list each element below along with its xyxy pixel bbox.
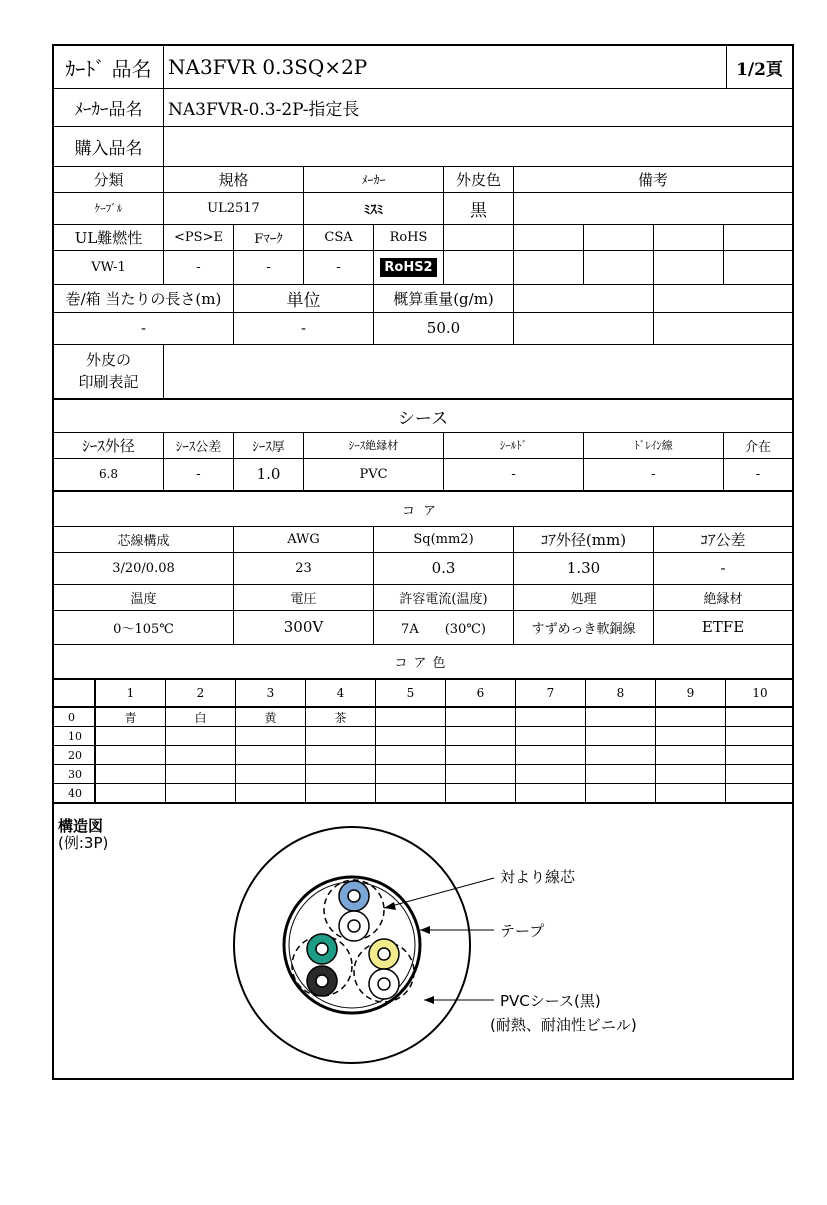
sheath-insulation-value: PVC xyxy=(304,458,444,490)
label-twisted-pair: 対より線芯 xyxy=(500,868,576,886)
print-label-line1: 外皮の xyxy=(85,351,131,369)
core-header-temp: 温度 xyxy=(54,584,234,610)
core-header-tolerance: ｺｱ公差 xyxy=(700,530,746,549)
color-column-header: 1 xyxy=(96,680,166,708)
core-voltage-value: 300V xyxy=(234,610,374,644)
color-cell xyxy=(166,746,236,765)
color-cell xyxy=(516,765,586,784)
label-tape: テープ xyxy=(500,922,545,940)
color-cell xyxy=(446,727,516,746)
core-blue xyxy=(339,881,369,911)
cert-value-blank-2 xyxy=(514,250,584,284)
color-cell xyxy=(166,765,236,784)
spec-remarks-value xyxy=(514,192,792,224)
core-header-od: ｺｱ外径(mm) xyxy=(514,526,654,552)
core-current-value: 7A (30℃) xyxy=(374,610,514,644)
color-cell xyxy=(236,746,306,765)
spec-header-jacket-color: 外皮色 xyxy=(444,166,514,192)
color-cell xyxy=(586,708,656,727)
cert-ul-flame-value: VW-1 xyxy=(54,250,164,284)
color-cell xyxy=(586,765,656,784)
core-header-current: 許容電流(温度) xyxy=(374,584,514,610)
cert-f-mark-value: - xyxy=(234,250,304,284)
sheath-drain-value: - xyxy=(584,458,724,490)
color-cell xyxy=(236,784,306,803)
sheath-header-thickness: ｼｰｽ厚 xyxy=(234,432,304,458)
color-cell xyxy=(586,784,656,803)
length-weight-value: 50.0 xyxy=(374,312,514,344)
core-color-grid xyxy=(54,680,792,802)
core-white-top xyxy=(339,911,369,941)
sheath-thickness-value: 1.0 xyxy=(234,458,304,490)
sheath-header-od: ｼｰｽ外径 xyxy=(54,432,164,458)
color-cell xyxy=(376,784,446,803)
color-cell xyxy=(376,727,446,746)
spec-header-row xyxy=(54,166,792,192)
label-sheath-line1: PVCシース(黒) xyxy=(500,992,601,1010)
color-row-index: 0 xyxy=(54,708,96,727)
color-cell xyxy=(446,784,516,803)
cert-csa-value: - xyxy=(304,250,374,284)
color-cell xyxy=(376,708,446,727)
sheath-od-value: 6.8 xyxy=(54,458,164,490)
spec-header-standard: 規格 xyxy=(164,166,304,192)
color-cell xyxy=(96,784,166,803)
color-column-header: 10 xyxy=(726,680,794,708)
cert-value-blank-5 xyxy=(724,250,792,284)
core-title: コア xyxy=(401,503,444,519)
color-cell xyxy=(586,727,656,746)
purchase-name-label: 購入品名 xyxy=(54,126,164,166)
color-cell xyxy=(516,727,586,746)
color-cell xyxy=(306,746,376,765)
page-number: 1/2頁 xyxy=(736,59,783,80)
sheath-filler-value: - xyxy=(755,466,761,482)
cert-header-blank-1 xyxy=(444,224,514,250)
core-yellow xyxy=(369,939,399,969)
color-cell xyxy=(726,708,794,727)
color-cell xyxy=(376,765,446,784)
length-unit-value: - xyxy=(234,312,374,344)
core-temp-value: 0～105℃ xyxy=(54,610,234,644)
color-grid-corner xyxy=(54,680,96,708)
color-cell xyxy=(96,727,166,746)
color-cell: 茶 xyxy=(306,708,376,727)
core-title-row xyxy=(54,492,792,526)
length-header-blank-2 xyxy=(654,284,792,312)
cert-header-csa: CSA xyxy=(304,224,374,250)
core-header-voltage: 電圧 xyxy=(234,584,374,610)
color-row-index: 30 xyxy=(54,765,96,784)
sheath-title-row xyxy=(54,400,792,432)
color-cell xyxy=(446,746,516,765)
core-header-awg: AWG xyxy=(234,526,374,552)
color-cell xyxy=(516,784,586,803)
card-name-row xyxy=(54,46,792,88)
color-column-header: 9 xyxy=(656,680,726,708)
core-green xyxy=(307,934,337,964)
cert-header-rohs: RoHS xyxy=(374,224,444,250)
color-row-index: 40 xyxy=(54,784,96,803)
length-value-blank-1 xyxy=(514,312,654,344)
color-column-header: 2 xyxy=(166,680,236,708)
purchase-name-value xyxy=(164,126,792,166)
maker-name-label: ﾒｰｶｰ品名 xyxy=(54,88,164,126)
core-header2-row xyxy=(54,584,792,610)
core-black xyxy=(307,966,337,996)
spec-header-remarks: 備考 xyxy=(637,170,668,189)
color-cell: 黄 xyxy=(236,708,306,727)
length-header-blank-1 xyxy=(514,284,654,312)
color-cell xyxy=(656,746,726,765)
length-header-unit: 単位 xyxy=(234,284,374,312)
spec-value-row xyxy=(54,192,792,224)
print-label xyxy=(54,344,164,398)
print-row xyxy=(54,344,792,398)
cert-value-blank-1 xyxy=(444,250,514,284)
core-color-title-row xyxy=(54,644,792,678)
color-cell xyxy=(726,784,794,803)
spec-maker-value: ﾐｽﾐ xyxy=(304,192,444,224)
spec-header-maker: ﾒｰｶｰ xyxy=(304,166,444,192)
sheath-tolerance-value: - xyxy=(164,458,234,490)
cert-header-blank-2 xyxy=(514,224,584,250)
core-awg-value: 23 xyxy=(234,552,374,584)
color-cell xyxy=(96,765,166,784)
sheath-header-shield: ｼｰﾙﾄﾞ xyxy=(444,432,584,458)
cert-rohs-value-cell xyxy=(374,250,444,284)
sheath-value-row xyxy=(54,458,792,490)
color-column-header: 6 xyxy=(446,680,516,708)
color-cell: 青 xyxy=(96,708,166,727)
color-row-index: 10 xyxy=(54,727,96,746)
cert-value-blank-3 xyxy=(584,250,654,284)
color-cell xyxy=(236,765,306,784)
color-column-header: 8 xyxy=(586,680,656,708)
core-header-insulation: 絶縁材 xyxy=(703,591,743,607)
label-sheath-line2: (耐熱、耐油性ビニル) xyxy=(490,1016,637,1034)
core-header1-row xyxy=(54,526,792,552)
color-cell xyxy=(236,727,306,746)
cert-header-f-mark: Fﾏｰｸ xyxy=(234,224,304,250)
cert-header-ul-flame: UL難燃性 xyxy=(54,224,164,250)
cert-header-blank-4 xyxy=(654,224,724,250)
print-value xyxy=(164,344,792,398)
core-color-title: コア色 xyxy=(394,655,452,671)
sheath-header-insulation: ｼｰｽ絶縁材 xyxy=(304,432,444,458)
color-cell xyxy=(166,784,236,803)
core-header-treatment: 処理 xyxy=(514,584,654,610)
length-value-row xyxy=(54,312,792,344)
color-cell xyxy=(726,746,794,765)
color-cell xyxy=(516,746,586,765)
spec-category-value: ｹｰﾌﾞﾙ xyxy=(54,192,164,224)
core-strand-value: 3/20/0.08 xyxy=(54,552,234,584)
color-cell xyxy=(516,708,586,727)
sheath-header-drain: ﾄﾞﾚｲﾝ線 xyxy=(584,432,724,458)
color-cell xyxy=(306,765,376,784)
purchase-name-row xyxy=(54,126,792,166)
color-cell xyxy=(96,746,166,765)
length-per-reel-value: - xyxy=(54,312,234,344)
color-cell xyxy=(726,727,794,746)
color-column-header: 4 xyxy=(306,680,376,708)
cert-value-row xyxy=(54,250,792,284)
color-cell xyxy=(586,746,656,765)
core-header-sq: Sq(mm2) xyxy=(374,526,514,552)
color-row-index: 20 xyxy=(54,746,96,765)
color-cell xyxy=(306,727,376,746)
sheath-shield-value: - xyxy=(444,458,584,490)
diagram-subtitle: (例:3P) xyxy=(58,834,109,852)
core-sq-value: 0.3 xyxy=(374,552,514,584)
color-column-header: 7 xyxy=(516,680,586,708)
cert-header-blank-3 xyxy=(584,224,654,250)
cable-cross-section-diagram xyxy=(54,804,792,1074)
spec-sheet xyxy=(52,44,794,1080)
core-od-value: 1.30 xyxy=(514,552,654,584)
spec-header-category: 分類 xyxy=(54,166,164,192)
core-tolerance-value: - xyxy=(720,559,726,577)
color-cell xyxy=(166,727,236,746)
color-column-header: 3 xyxy=(236,680,306,708)
cert-header-row xyxy=(54,224,792,250)
length-header-row xyxy=(54,284,792,312)
spec-jacket-color-value: 黒 xyxy=(444,192,514,224)
sheath-header-tolerance: ｼｰｽ公差 xyxy=(164,432,234,458)
core-header-strand: 芯線構成 xyxy=(54,526,234,552)
rohs2-badge: RoHS2 xyxy=(380,258,436,277)
color-cell xyxy=(446,708,516,727)
core-treatment-value: すずめっき軟銅線 xyxy=(514,610,654,644)
cert-header-pse: <PS>E xyxy=(164,224,234,250)
length-header-weight: 概算重量(g/m) xyxy=(374,284,514,312)
color-cell xyxy=(306,784,376,803)
card-name-label: ｶｰﾄﾞ 品名 xyxy=(54,46,164,88)
color-cell xyxy=(656,708,726,727)
core-value2-row xyxy=(54,610,792,644)
sheath-header-filler: 介在 xyxy=(744,439,771,455)
color-cell: 白 xyxy=(166,708,236,727)
card-name-value: NA3FVR 0.3SQ×2P xyxy=(164,46,727,88)
color-cell xyxy=(656,765,726,784)
print-label-line2: 印刷表記 xyxy=(78,373,139,391)
diagram-title: 構造図 xyxy=(58,817,104,835)
color-column-header: 5 xyxy=(376,680,446,708)
color-cell xyxy=(656,727,726,746)
sheath-title: シース xyxy=(397,408,449,429)
sheath-header-row xyxy=(54,432,792,458)
spec-standard-value: UL2517 xyxy=(164,192,304,224)
length-header-per-reel: 巻/箱 当たりの長さ(m) xyxy=(54,284,234,312)
cert-value-blank-4 xyxy=(654,250,724,284)
color-cell xyxy=(656,784,726,803)
cert-header-blank-5 xyxy=(724,224,792,250)
color-cell xyxy=(726,765,794,784)
maker-name-value: NA3FVR-0.3-2P-指定長 xyxy=(168,99,360,120)
color-cell xyxy=(446,765,516,784)
core-insulation-value: ETFE xyxy=(701,618,745,636)
color-cell xyxy=(376,746,446,765)
core-value1-row xyxy=(54,552,792,584)
length-value-blank-2 xyxy=(654,312,792,344)
cert-pse-value: - xyxy=(164,250,234,284)
core-white-right xyxy=(369,969,399,999)
maker-name-row xyxy=(54,88,792,126)
